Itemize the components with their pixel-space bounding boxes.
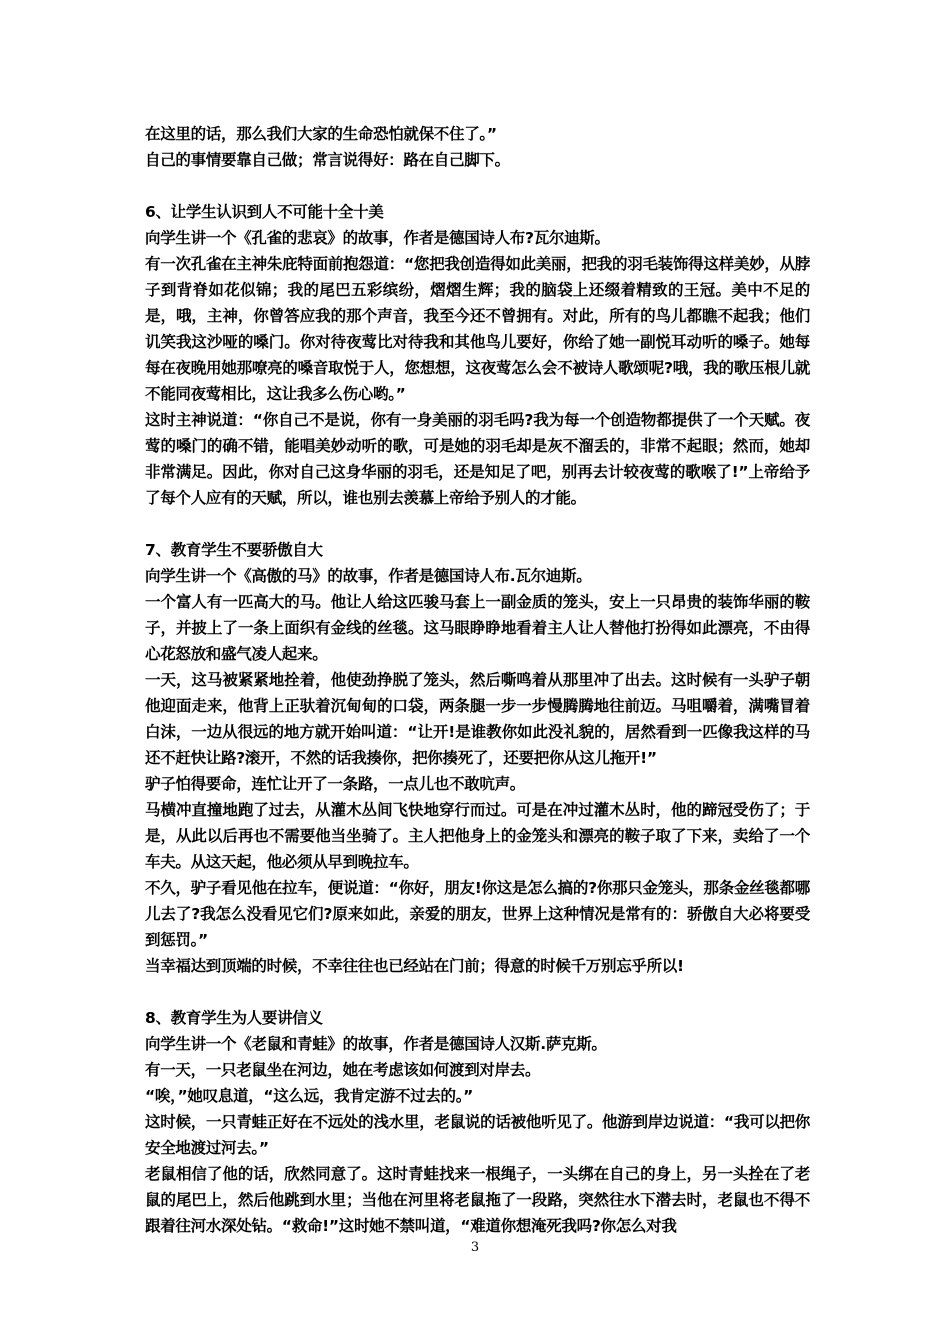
section-8 [145, 1005, 810, 1239]
intro-paragraph-2: 自己的事情要靠自己做；常言说得好：路在自己脚下。 [145, 151, 510, 169]
paragraph: 当幸福达到顶端的时候，不幸往往也已经站在门前；得意的时候千万别忘乎所以! [145, 957, 684, 975]
paragraph: “唉，”她叹息道，“这么远，我肯定游不过去的。” [145, 1087, 474, 1105]
paragraph: 这时候，一只青蛙正好在不远处的浅水里，老鼠说的话被他听见了。他游到岸边说道：“我可以把你安全地渡过河去。” [145, 1113, 810, 1157]
section-heading: 8、教育学生为人要讲信义 [145, 1009, 323, 1027]
paragraph: 向学生讲一个《老鼠和青蛙》的故事，作者是德国诗人汉斯.萨克斯。 [145, 1035, 607, 1053]
paragraph: 老鼠相信了他的话，欣然同意了。这时青蛙找来一根绳子，一头绑在自己的身上，另一头拴在了老鼠的尾巴上，然后他跳到水里；当他在河里将老鼠拖了一段路，突然往水下潜去时，老鼠也不得不跟着往河水深处钻。“救命!”这时她不禁叫道，“难道你想淹死我吗?你怎么对我 [145, 1165, 810, 1235]
paragraph: 向学生讲一个《高傲的马》的故事，作者是德国诗人布.瓦尔迪斯。 [145, 567, 592, 585]
paragraph: 一天，这马被紧紧地拴着，他使劲挣脱了笼头，然后嘶鸣着从那里冲了出去。这时候有一头驴子朝他迎面走来，他背上正驮着沉甸甸的口袋，两条腿一步一步慢腾腾地往前迈。马咀嚼着，满嘴冒着白沫，一边从很远的地方就开始叫道：“让开!是谁教你如此没礼貌的，居然看到一匹像我这样的马还不赶快让路?滚开，不然的话我揍你，把你揍死了，还要把你从这儿拖开!” [145, 671, 810, 767]
paragraph: 不久，驴子看见他在拉车，便说道：“你好，朋友!你这是怎么搞的?你那只金笼头，那条金丝毯都哪儿去了?我怎么没看见它们?原来如此，亲爱的朋友，世界上这种情况是常有的：骄傲自大必将要受到惩罚。” [145, 879, 810, 949]
intro-paragraph-1: 在这里的话，那么我们大家的生命恐怕就保不住了。” [145, 125, 497, 143]
paragraph: 有一天，一只老鼠坐在河边，她在考虑该如何渡到对岸去。 [145, 1061, 541, 1079]
paragraph: 有一次孔雀在主神朱庇特面前抱怨道：“您把我创造得如此美丽，把我的羽毛装饰得这样美妙，从脖子到背脊如花似锦；我的尾巴五彩缤纷，熠熠生辉；我的脑袋上还缀着精致的王冠。美中不足的是，哦，主神，你曾答应我的那个声音，我至今还不曾拥有。对此，所有的鸟儿都瞧不起我；他们讥笑我这沙哑的嗓门。你对待夜莺比对待我和其他鸟儿要好，你给了她一副悦耳动听的嗓子。她每每在夜晚用她那嘹亮的嗓音取悦于人，您想想，这夜莺怎么会不被诗人歌颂呢?哦，我的歌压根儿就不能同夜莺相比，这让我多么伤心哟。” [145, 255, 810, 403]
paragraph: 这时主神说道：“你自己不是说，你有一身美丽的羽毛吗?我为每一个创造物都提供了一个天赋。夜莺的嗓门的确不错，能唱美妙动听的歌，可是她的羽毛却是灰不溜丢的，非常不起眼；然而，她却非常满足。因此，你对自己这身华丽的羽毛，还是知足了吧，别再去计较夜莺的歌喉了!”上帝给予了每个人应有的天赋，所以，谁也别去羡慕上帝给予别人的才能。 [145, 411, 810, 507]
paragraph: 驴子怕得要命，连忙让开了一条路，一点儿也不敢吭声。 [145, 775, 526, 793]
section-7 [145, 537, 810, 979]
paragraph: 马横冲直撞地跑了过去，从灌木丛间飞快地穿行而过。可是在冲过灌木丛时，他的蹄冠受伤了；于是，从此以后再也不需要他当坐骑了。主人把他身上的金笼头和漂亮的鞍子取了下来，卖给了一个车夫。从这天起，他必须从早到晚拉车。 [145, 801, 810, 871]
page-content [145, 121, 810, 1239]
section-6 [145, 199, 810, 511]
paragraph: 一个富人有一匹高大的马。他让人给这匹骏马套上一副金质的笼头，安上一只昂贵的装饰华丽的鞍子，并披上了一条上面织有金线的丝毯。这马眼睁睁地看着主人让人替他打扮得如此漂亮，不由得心花怒放和盛气凌人起来。 [145, 593, 810, 663]
section-heading: 7、教育学生不要骄傲自大 [145, 541, 323, 559]
paragraph: 向学生讲一个《孔雀的悲哀》的故事，作者是德国诗人布?瓦尔迪斯。 [145, 229, 610, 247]
section-heading: 6、让学生认识到人不可能十全十美 [145, 203, 384, 221]
page-number: 3 [470, 1240, 480, 1255]
